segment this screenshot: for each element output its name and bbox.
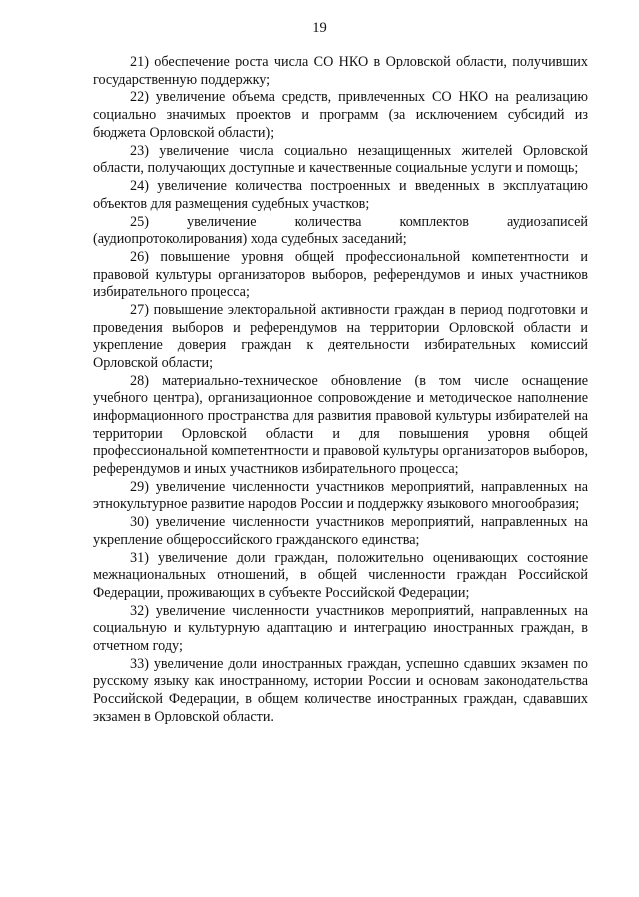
list-item-33: 33) увеличение доли иностранных граждан, успешно сдавших экзамен по русскому языку как иностранному, истории России и основам законодательства Российской Федерации, в общем количестве иностранных граждан, сдававших экзамен в Орловской области.: [93, 655, 588, 725]
list-item-32: 32) увеличение численности участников мероприятий, направленных на социальную и культурную адаптацию и интеграцию иностранных граждан, в отчетном году;: [93, 602, 588, 654]
list-item-25: 25) увеличение количества комплектов аудиозаписей (аудиопротоколирования) хода судебных заседаний;: [93, 213, 588, 248]
list-item-31: 31) увеличение доли граждан, положительно оценивающих состояние межнациональных отношений, в общей численности граждан Российской Федерации, проживающих в субъекте Российской Федерации;: [93, 549, 588, 601]
list-item-27: 27) повышение электоральной активности граждан в период подготовки и проведения выборов и референдумов на территории Орловской области и укрепление доверия граждан к деятельности избирательных комиссий Орловской области;: [93, 302, 588, 371]
list-item-26: 26) повышение уровня общей профессиональной компетентности и правовой культуры организаторов выборов, референдумов и иных участников избирательного процесса;: [93, 249, 588, 301]
list-item-22: 22) увеличение объема средств, привлеченных СО НКО на реализацию социально значимых проектов и программ (за исключением субсидий из бюджета Орловской области);: [93, 89, 588, 141]
document-body: [93, 54, 588, 726]
list-item-24: 24) увеличение количества построенных и введенных в эксплуатацию объектов для размещения судебных участков;: [93, 178, 588, 212]
list-item-23: 23) увеличение числа социально незащищенных жителей Орловской области, получающих доступные и качественные социальные услуги и помощь;: [93, 142, 588, 177]
list-item-30: 30) увеличение численности участников мероприятий, направленных на укрепление общероссийского гражданского единства;: [93, 514, 588, 548]
list-item-21: 21) обеспечение роста числа СО НКО в Орловской области, получивших государственную поддержку;: [93, 54, 588, 88]
list-item-29: 29) увеличение численности участников мероприятий, направленных на этнокультурное развитие народов России и поддержку языкового многообразия;: [93, 478, 588, 513]
list-item-28: 28) материально-техническое обновление (в том числе оснащение учебного центра), организационное сопровождение и методическое наполнение информационного пространства для развития правовой культуры избирателей на территории Орловской области и для повышения уровня общей профессиональной компетентности и правовой культуры организаторов выборов, референдумов и иных участников избирательного процесса;: [93, 372, 588, 477]
page-number: 19: [312, 20, 327, 36]
